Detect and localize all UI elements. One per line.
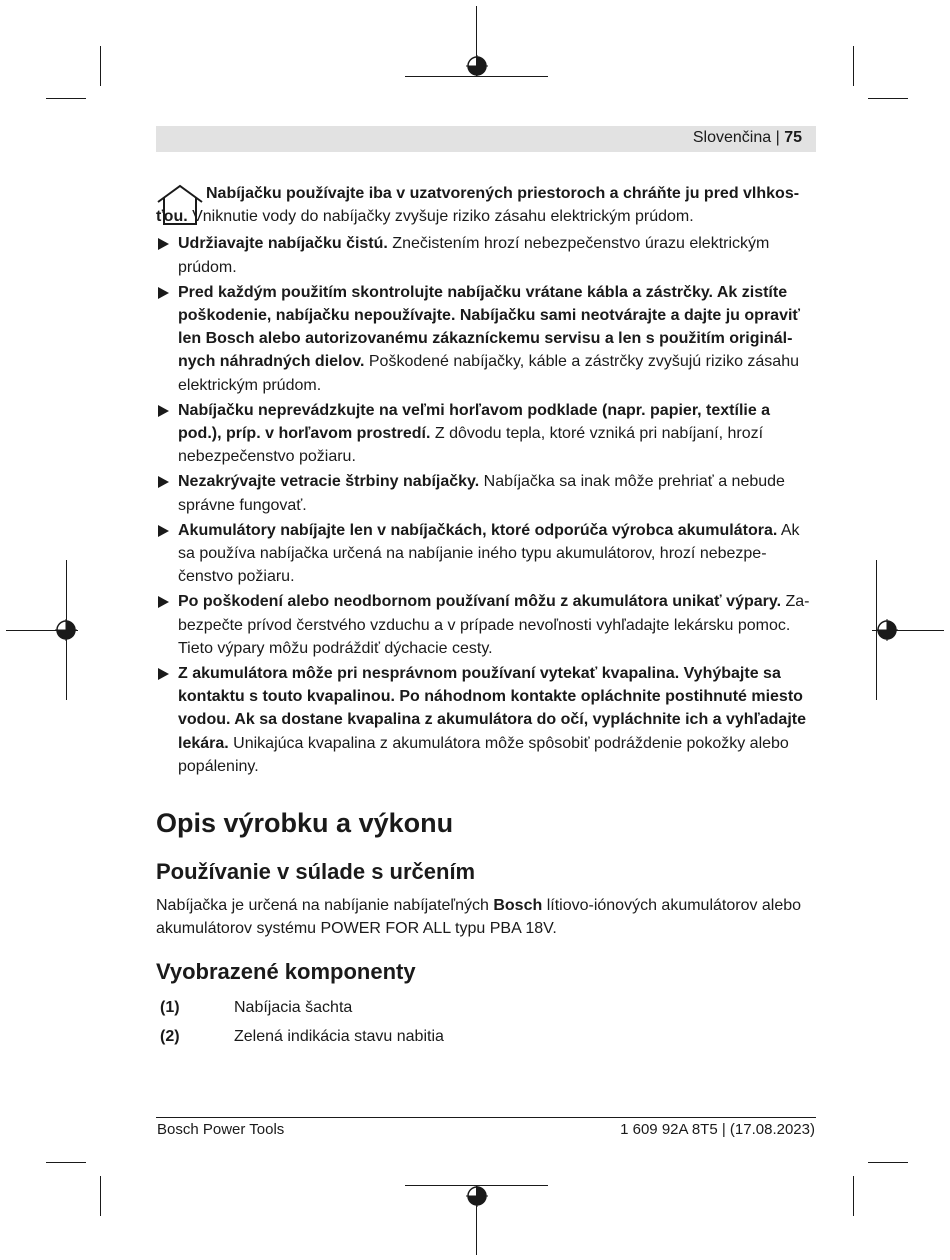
- component-item: [156, 996, 816, 1019]
- item-bold: Nabíjačku neprevádzkujte na veľmi horľavom podklade (napr. papier, textílie a pod.), príp. v horľavom prostredí.: [178, 401, 771, 443]
- item-text: Zabezpečte prívod čerstvého vzduchu a v prípade nevoľnosti vyhľadajte lekársku pomoc. Tieto výpary môžu podráždiť dýchacie cesty.: [178, 593, 810, 657]
- item-text: Znečistením hrozí nebezpečenstvo úrazu elektrickým prúdom.: [178, 235, 770, 276]
- indoor-use-warning: [156, 182, 816, 228]
- main-content: [156, 182, 816, 1048]
- registration-mark-icon: [466, 1185, 488, 1207]
- bullet-arrow-icon: [158, 238, 169, 250]
- component-label: Nabíjacia šachta: [234, 999, 353, 1017]
- bullet-arrow-icon: [158, 476, 169, 488]
- item-text: Poškodené nabíjačky, káble a zástrčky zvyšujú riziko zásahu elektrickým prúdom.: [178, 353, 799, 394]
- page-number: 75: [784, 129, 802, 146]
- item-bold: Akumulátory nabíjajte len v nabíjačkách, ktoré odporúča výrobca akumulátora.: [178, 521, 778, 539]
- bullet-arrow-icon: [158, 287, 169, 299]
- components-list: [156, 996, 816, 1048]
- list-item: [156, 281, 816, 397]
- crop-mark: [100, 46, 101, 86]
- bullet-arrow-icon: [158, 525, 169, 537]
- bullet-arrow-icon: [158, 596, 169, 608]
- crop-mark: [100, 1176, 101, 1216]
- item-text: Unikajúca kvapalina z akumulátora môže spôsobiť podráždenie pokožky alebo popáleniny.: [178, 734, 789, 775]
- list-item: [156, 590, 816, 660]
- indoor-house-icon: [156, 182, 204, 228]
- component-item: [156, 1025, 816, 1048]
- list-item: [156, 232, 816, 278]
- intended-use-heading: Používanie v súlade s určením: [156, 859, 476, 885]
- warning-text: Vniknutie vody do nabíjačky zvyšuje riziko zásahu elektrickým prúdom.: [187, 208, 694, 226]
- component-number: (1): [160, 999, 180, 1017]
- registration-mark-icon: [466, 55, 488, 77]
- page-header: [156, 126, 816, 152]
- footer-brand: Bosch Power Tools: [157, 1121, 285, 1138]
- component-number: (2): [160, 1028, 180, 1046]
- crop-mark: [46, 1162, 86, 1163]
- item-bold: Po poškodení alebo neodbornom používaní môžu z akumulátora unikať výpary.: [178, 593, 782, 611]
- header-language: Slovenčina: [692, 129, 772, 146]
- footer-divider: [156, 1117, 816, 1118]
- intended-use-text-before: Nabíjačka je určená na nabíjanie nabíjateľných: [156, 897, 494, 915]
- warning-bold: Nabíjačku používajte iba v uzatvorených priestoroch a chráňte ju pred vlhkosťou.: [156, 185, 800, 226]
- list-item: [156, 519, 816, 589]
- item-text: Ak sa používa nabíjačka určená na nabíjanie iného typu akumulátorov, hrozí nebezpečenstvo požiaru.: [178, 521, 800, 586]
- registration-mark-icon: [876, 619, 898, 641]
- safety-list: [156, 232, 816, 778]
- item-text: Nabíjačka sa inak môže prehriať a nebude správne fungovať.: [178, 473, 785, 514]
- brand-name: Bosch: [493, 897, 543, 915]
- crop-mark: [868, 98, 908, 99]
- footer-doc-id: 1 609 92A 8T5 | (17.08.2023): [620, 1121, 815, 1138]
- list-item: [156, 470, 816, 516]
- item-bold: Nezakrývajte vetracie štrbiny nabíjačky.: [178, 473, 480, 491]
- list-item: [156, 662, 816, 778]
- header-separator: |: [771, 129, 785, 146]
- item-bold: Pred každým použitím skontrolujte nabíjačku vrátane kábla a zástrčky. Ak zistíte poškodenie, nabíjačku nepoužívajte. Nabíjačku sami neotvárajte a dajte ju opraviť len Bosch alebo autorizovanému zákazníckemu servisu a len s použitím originálnych náhradných dielov.: [178, 283, 801, 371]
- crop-mark: [853, 46, 854, 86]
- crop-mark: [868, 1162, 908, 1163]
- crop-mark: [853, 1176, 854, 1216]
- item-bold: Z akumulátora môže pri nesprávnom používaní vytekať kvapalina. Vyhýbajte sa kontaktu s touto kvapalinou. Po náhodnom kontakte opláchnite postihnuté miesto vodou. Ak sa dostane kvapalina z akumulátora do očí, vypláchnite ich a vyhľadajte lekára.: [178, 665, 806, 752]
- bullet-arrow-icon: [158, 668, 169, 680]
- section-title: Opis výrobku a výkonu: [156, 808, 454, 839]
- bullet-arrow-icon: [158, 405, 169, 417]
- registration-mark-icon: [55, 619, 77, 641]
- item-bold: Udržiavajte nabíjačku čistú.: [178, 235, 388, 253]
- crop-mark: [46, 98, 86, 99]
- header-text: [693, 129, 802, 147]
- intended-use-text: [156, 894, 816, 940]
- component-label: Zelená indikácia stavu nabitia: [234, 1028, 444, 1046]
- item-text: Z dôvodu tepla, ktoré vzniká pri nabíjaní, hrozí nebezpečenstvo požiaru.: [178, 425, 764, 466]
- intended-use-text-after: lítiovo-iónových akumulátorov alebo akumulátorov systému POWER FOR ALL typu PBA 18V.: [156, 897, 802, 938]
- components-heading: Vyobrazené komponenty: [156, 959, 416, 985]
- list-item: [156, 399, 816, 469]
